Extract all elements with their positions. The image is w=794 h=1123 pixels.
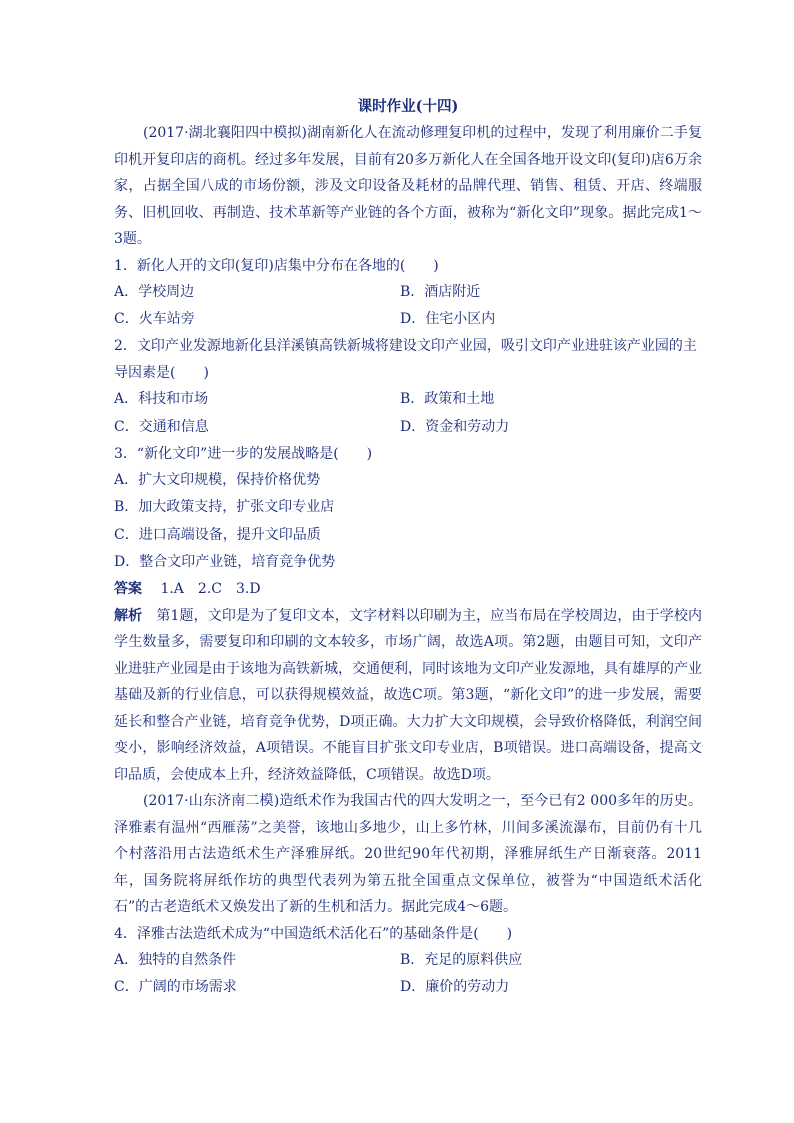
page-title: 课时作业(十四) — [357, 98, 459, 115]
answer-text: 1.A 2.C 3.D — [160, 581, 261, 597]
question-stem: 1．新化人开的文印(复印)店集中分布在各地的( ) — [114, 257, 439, 274]
option-b: B．充足的原料供应 — [400, 952, 523, 968]
intro-passage-2: (2017·山东济南二模)造纸术作为我国古代的四大发明之一，至今已有2 000多年的历史。泽雅素有温州“西雁荡”之美誉，该地山多地少，山上多竹林，川间多溪流瀑布，目前仍有十几个村落沿用古法造纸术生产泽雅屏纸。20世纪90年代初期，泽雅屏纸生产日渐衰落。2011年，国务院将屏纸作坊的典型代表列为第五批全国重点文保单位，被誉为“中国造纸术活化石”的古老造纸术又焕发出了新的生机和活力。据此完成4～6题。 — [114, 793, 702, 915]
option-row — [114, 974, 702, 1001]
option-c: C．广阔的市场需求 — [114, 979, 237, 996]
question-1 — [114, 253, 702, 334]
option-d: D．整合文印产业链，培育竞争优势 — [114, 553, 336, 570]
option-row — [114, 414, 702, 441]
option-c: C．交通和信息 — [114, 418, 209, 435]
option-row — [114, 947, 702, 974]
option-a: A．独特的自然条件 — [114, 952, 237, 968]
option-b: B．加大政策支持，扩张文印专业店 — [114, 499, 335, 516]
question-stem: 3．“新化文印”进一步的发展战略是( ) — [114, 445, 373, 462]
intro-passage-1: (2017·湖北襄阳四中模拟)湖南新化人在流动修理复印机的过程中，发现了利用廉价二手复印机开复印店的商机。经过多年发展，目前有20多万新化人在全国各地开设文印(复印)店6万余家，占据全国八成的市场份额，涉及文印设备及耗材的品牌代理、销售、租赁、开店、终端服务、旧机回收、再制造、技术革新等产业链的各个方面，被称为“新化文印”现象。据此完成1～3题。 — [114, 125, 702, 247]
answer-label: 答案 — [114, 581, 142, 597]
analysis-text: 第1题，文印是为了复印文本，文字材料以印刷为主，应当布局在学校周边，由于学校内学生数量多，需要复印和印刷的文本较多，市场广阔，故选A项。第2题，由题目可知，文印产业进驻产业园是由于该地为高铁新城，交通便利，同时该地为文印产业发源地，具有雄厚的产业基础及新的行业信息，可以获得规模效益，故选C项。第3题，“新化文印”的进一步发展，需要延长和整合产业链，培育竞争优势，D项正确。大力扩大文印规模，会导致价格降低，利润空间变小，影响经济效益，A项错误。不能盲目扩张文印专业店，B项错误。进口高端设备，提高文印品质，会使成本上升，经济效益降低，C项错误。故选D项。 — [114, 607, 703, 783]
option-row — [114, 306, 702, 333]
option-d: D．住宅小区内 — [400, 311, 496, 328]
option-c: C．火车站旁 — [114, 311, 195, 328]
question-stem: 4．泽雅古法造纸术成为“中国造纸术活化石”的基础条件是( ) — [114, 925, 513, 942]
option-d: D．廉价的劳动力 — [400, 979, 510, 996]
question-3 — [114, 441, 702, 576]
analysis-label: 解析 — [114, 607, 143, 624]
option-d: D．资金和劳动力 — [400, 418, 510, 435]
option-a: A．扩大文印规模，保持价格优势 — [114, 472, 321, 489]
option-row — [114, 279, 702, 306]
analysis-passage — [114, 603, 702, 789]
question-4 — [114, 921, 702, 1002]
option-b: B．政策和土地 — [400, 391, 495, 408]
question-stem: 2．文印产业发源地新化县洋溪镇高铁新城将建设文印产业园，吸引文印产业进驻该产业园的主导因素是( ) — [114, 338, 697, 381]
option-c: C．进口高端设备，提升文印品质 — [114, 526, 321, 543]
option-b: B．酒店附近 — [400, 284, 481, 300]
option-a: A．科技和市场 — [114, 391, 209, 408]
question-2 — [114, 333, 702, 440]
document-page — [114, 96, 702, 1001]
option-a: A．学校周边 — [114, 284, 195, 300]
answer-line — [114, 576, 702, 603]
option-row — [114, 386, 702, 413]
